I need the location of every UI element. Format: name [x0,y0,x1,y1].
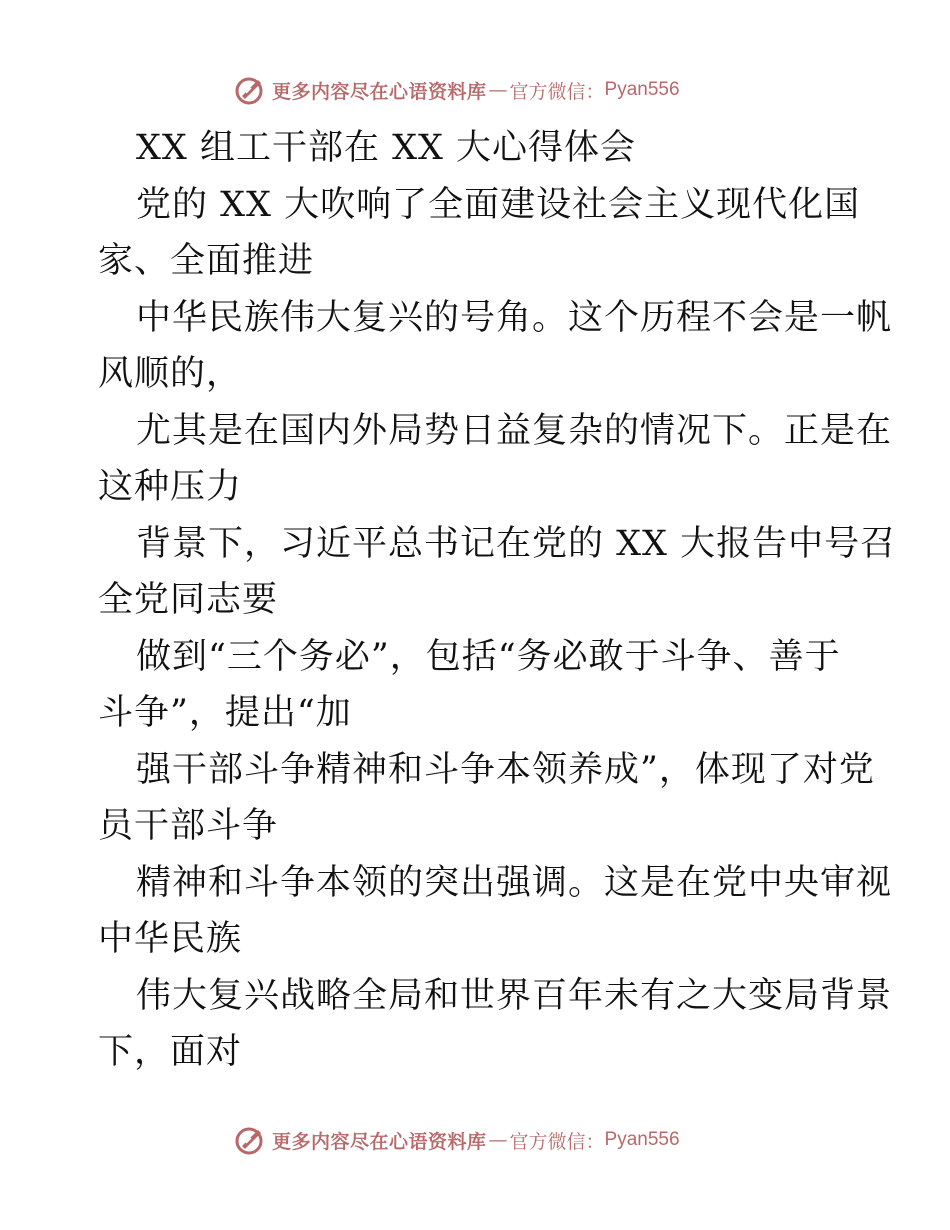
banner-separator: — [488,1129,508,1151]
paragraph-line: 中华民族伟大复兴的号角。这个历程不会是一帆 [136,297,893,338]
paragraph-line: 伟大复兴战略全局和世界百年未有之大变局背景 [136,975,893,1016]
banner-sub-text: 官方微信： [509,1130,605,1153]
banner-main-text: 更多内容尽在心语资料库 [272,1130,487,1153]
paragraph-line: 尤其是在国内外局势日益复杂的情况下。正是在 [136,410,893,451]
paragraph-line: 这种压力 [98,467,243,507]
paragraph-line: 家、全面推进 [98,241,315,281]
document-title: XX 组工干部在 XX 大心得体会 [136,128,637,168]
paragraph-line: 风顺的， [98,354,243,394]
paragraph-line: 强干部斗争精神和斗争本领养成”，体现了对党 [136,749,875,790]
paragraph-line: 斗争”，提出“加 [98,693,352,733]
banner-separator: — [488,79,508,101]
paragraph-line: 中华民族 [98,919,243,959]
quill-pen-circle-icon [234,74,266,106]
paragraph-line: 党的 XX 大吹响了全面建设社会主义现代化国 [136,184,861,225]
paragraph-line: 精神和斗争本领的突出强调。这是在党中央审视 [136,862,893,903]
paragraph-line: 下，面对 [98,1032,243,1072]
header-banner [234,72,680,108]
quill-pen-circle-icon [234,1124,266,1156]
footer-banner [234,1122,680,1158]
banner-wechat-id: Pyan556 [604,79,680,100]
banner-sub-text: 官方微信： [509,80,605,103]
paragraph-line: 做到“三个务必”，包括“务必敢于斗争、善于 [136,636,841,677]
paragraph-line: 背景下，习近平总书记在党的 XX 大报告中号召 [136,523,897,564]
banner-main-text: 更多内容尽在心语资料库 [272,80,487,103]
paragraph-line: 员干部斗争 [98,806,279,846]
paragraph-line: 全党同志要 [98,580,279,620]
document-body [98,120,897,1081]
banner-wechat-id: Pyan556 [604,1129,680,1150]
